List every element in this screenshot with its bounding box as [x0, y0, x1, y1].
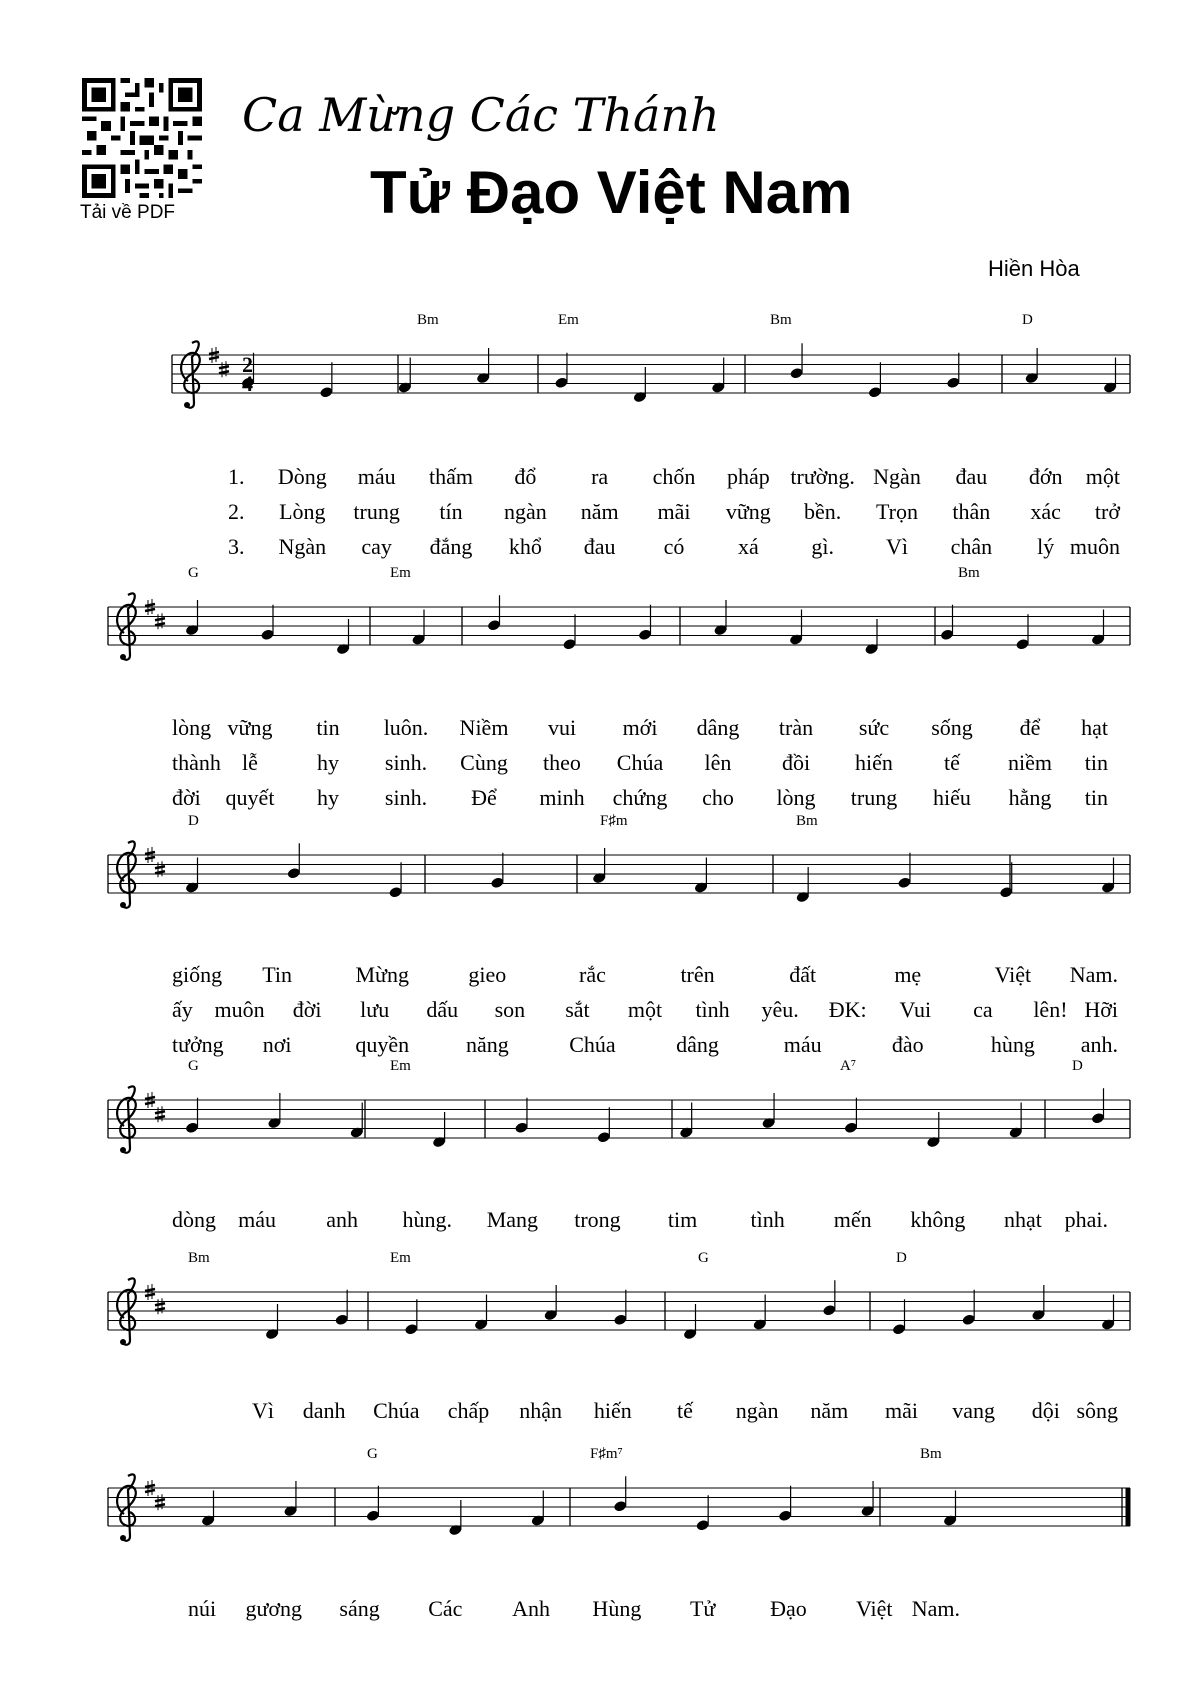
- lyric-syllable: máu: [357, 464, 396, 489]
- chord-symbol: Bm: [770, 312, 792, 328]
- lyric-syllable: ĐK:: [828, 997, 867, 1022]
- lyric-syllable: Dòng: [277, 464, 327, 489]
- staff-system-1: [172, 341, 1130, 408]
- lyric-syllable: yêu.: [761, 997, 799, 1022]
- lyric-syllable: gương: [245, 1596, 303, 1621]
- chord-symbol: Em: [390, 1058, 411, 1074]
- lyric-syllable: một: [1085, 464, 1120, 489]
- lyric-syllable: vững: [725, 499, 771, 524]
- lyric-syllable: hiến: [593, 1398, 632, 1423]
- lyric-syllable: mãi: [885, 1398, 918, 1423]
- lyric-syllable: chân: [950, 534, 993, 559]
- lyric-syllable: theo: [543, 750, 581, 775]
- lyric-syllable: nhận: [519, 1398, 563, 1423]
- lyric-syllable: thân: [952, 499, 991, 524]
- title-line-1: Ca Mừng Các Thánh: [242, 88, 720, 142]
- treble-clef-icon: [117, 593, 136, 660]
- lyric-syllable: tế: [944, 750, 960, 775]
- lyric-syllable: sông: [1076, 1398, 1118, 1423]
- lyric-syllable: năm: [810, 1398, 849, 1423]
- lyric-syllable: trong: [574, 1207, 621, 1232]
- lyric-syllable: Chúa: [569, 1032, 616, 1057]
- treble-clef-icon: [117, 841, 136, 908]
- lyric-syllable: đau: [583, 534, 616, 559]
- lyric-syllable: vang: [952, 1398, 996, 1423]
- chord-symbol: G: [367, 1446, 378, 1462]
- lyric-syllable: có: [663, 534, 685, 559]
- lyric-syllable: Hỡi: [1084, 997, 1118, 1022]
- lyric-syllable: ngàn: [503, 499, 547, 524]
- lyric-syllable: đất: [789, 962, 817, 987]
- lyric-syllable: trên: [680, 962, 715, 987]
- lyric-syllable: chấp: [447, 1398, 490, 1423]
- lyric-syllable: năng: [465, 1032, 509, 1057]
- lyric-syllable: Mang: [486, 1207, 539, 1232]
- lyric-syllable: bền.: [804, 499, 842, 524]
- lyric-syllable: Ngàn: [873, 464, 921, 489]
- chord-symbol: Bm: [417, 312, 439, 328]
- lyric-syllable: hằng: [1008, 785, 1052, 810]
- lyric-syllable: ra: [591, 464, 609, 489]
- lyric-syllable: Việt: [855, 1596, 893, 1621]
- lyric-syllable: gieo: [468, 962, 507, 987]
- lyric-syllable: anh.: [1080, 1032, 1118, 1057]
- lyric-syllable: 3.: [228, 534, 245, 559]
- lyric-syllable: son: [494, 997, 526, 1022]
- lyric-syllable: lưu: [360, 997, 390, 1022]
- lyric-syllable: Tử: [689, 1596, 716, 1621]
- lyric-syllable: nhạt: [1003, 1207, 1042, 1232]
- lyric-syllable: chứng: [612, 785, 668, 810]
- lyric-syllable: núi: [188, 1596, 217, 1621]
- chord-symbol: D: [188, 813, 199, 829]
- chord-symbol: G: [188, 1058, 199, 1074]
- lyric-syllable: lòng: [172, 715, 212, 740]
- lyric-syllable: Mừng: [355, 962, 409, 987]
- lyric-syllable: Vì: [252, 1398, 274, 1423]
- lyric-syllable: một: [627, 997, 663, 1022]
- lyric-syllable: luôn.: [383, 715, 429, 740]
- lyric-syllable: sáng: [339, 1596, 380, 1621]
- lyric-syllable: Nam.: [1069, 962, 1118, 987]
- lyric-syllable: sống: [931, 715, 973, 740]
- lyric-syllable: sức: [858, 715, 890, 740]
- lyric-syllable: thấm: [429, 464, 473, 489]
- lyric-syllable: dâng: [676, 1032, 719, 1057]
- lyric-syllable: hiến: [855, 750, 893, 775]
- lyric-syllable: sinh.: [384, 785, 428, 810]
- lyric-syllable: đau: [955, 464, 988, 489]
- lyric-syllable: anh: [326, 1207, 359, 1232]
- key-sharp-c-icon: [155, 861, 165, 877]
- lyric-syllable: dội: [1031, 1398, 1060, 1423]
- chord-symbol: D: [1022, 312, 1033, 328]
- lyric-syllable: Vì: [886, 534, 908, 559]
- lyric-syllable: ngàn: [735, 1398, 779, 1423]
- staff-system-5: [108, 1278, 1130, 1345]
- time-signature-top: 2: [242, 352, 253, 377]
- lyric-syllable: không: [910, 1207, 966, 1232]
- lyric-syllable: Chúa: [373, 1398, 420, 1423]
- lyric-syllable: máu: [783, 1032, 822, 1057]
- lyric-syllable: Vui: [899, 997, 932, 1022]
- lyric-syllable: lễ: [242, 750, 258, 775]
- lyric-syllable: mãi: [657, 499, 691, 524]
- lyric-syllable: rắc: [579, 962, 606, 987]
- lyric-syllable: vui: [547, 715, 577, 740]
- lyric-syllable: xác: [1030, 499, 1061, 524]
- lyric-syllable: đời: [172, 785, 201, 810]
- lyric-syllable: 2.: [228, 499, 245, 524]
- lyric-syllable: tràn: [778, 715, 814, 740]
- lyric-syllable: dòng: [172, 1207, 216, 1232]
- lyric-syllable: để: [1019, 715, 1041, 740]
- chord-symbol: G: [188, 565, 199, 581]
- lyric-syllable: nơi: [262, 1032, 292, 1057]
- lyric-syllable: tín: [439, 499, 463, 524]
- lyric-syllable: cay: [361, 534, 392, 559]
- chord-symbol: Em: [390, 1250, 411, 1266]
- chord-symbol: Bm: [796, 813, 818, 829]
- lyric-syllable: lý: [1037, 534, 1055, 559]
- key-sharp-c-icon: [155, 1494, 165, 1510]
- lyric-syllable: đổ: [514, 464, 537, 489]
- staff-system-2: [108, 593, 1130, 660]
- composer-name: Hiền Hòa: [988, 256, 1080, 281]
- lyric-syllable: tưởng: [172, 1032, 224, 1057]
- key-sharp-c-icon: [155, 1298, 165, 1314]
- lyric-syllable: lòng: [776, 785, 816, 810]
- lyric-syllable: danh: [302, 1398, 346, 1423]
- lyric-syllable: tin: [1084, 750, 1108, 775]
- lyric-syllable: năm: [580, 499, 619, 524]
- lyric-syllable: niềm: [1008, 750, 1052, 775]
- chord-symbol: Bm: [920, 1446, 942, 1462]
- lyric-syllable: trung: [353, 499, 400, 524]
- lyric-syllable: Chúa: [616, 750, 664, 775]
- chord-symbol: Bm: [188, 1250, 210, 1266]
- lyric-syllable: máu: [238, 1207, 277, 1232]
- lyric-syllable: hy: [317, 785, 339, 810]
- treble-clef-icon: [181, 341, 200, 408]
- lyric-syllable: trường.: [790, 464, 855, 489]
- lyric-syllable: lên: [704, 750, 732, 775]
- treble-clef-icon: [117, 1278, 136, 1345]
- chord-symbol: Em: [558, 312, 579, 328]
- key-sharp-c-icon: [155, 613, 165, 629]
- lyric-syllable: đào: [891, 1032, 924, 1057]
- lyric-syllable: đồi: [781, 750, 811, 775]
- lyric-syllable: Cùng: [460, 750, 508, 775]
- lyric-syllable: gì.: [811, 534, 834, 559]
- lyric-syllable: mới: [622, 715, 658, 740]
- lyric-syllable: tin: [316, 715, 340, 740]
- lyric-syllable: Các: [428, 1596, 463, 1621]
- lyric-syllable: Anh: [512, 1596, 551, 1621]
- lyric-syllable: trung: [850, 785, 898, 810]
- staff-system-3: [108, 841, 1130, 908]
- lyric-syllable: hiếu: [933, 785, 971, 810]
- pdf-download-label[interactable]: Tải về PDF: [80, 202, 176, 223]
- lyric-syllable: sinh.: [384, 750, 428, 775]
- lyric-syllable: quyền: [355, 1032, 410, 1057]
- chord-symbol: Bm: [958, 565, 980, 581]
- lyric-syllable: trở: [1094, 499, 1120, 524]
- chord-symbol: A⁷: [840, 1058, 857, 1074]
- lyric-syllable: cho: [702, 785, 734, 810]
- lyric-syllable: phai.: [1064, 1207, 1108, 1232]
- lyric-syllable: Tin: [262, 962, 292, 987]
- staff-system-4: [108, 1086, 1130, 1153]
- lyric-syllable: hy: [317, 750, 339, 775]
- lyric-syllable: lên!: [1033, 997, 1068, 1022]
- lyric-syllable: Ngàn: [278, 534, 327, 559]
- chord-symbol: D: [896, 1250, 907, 1266]
- chord-symbol: F♯m⁷: [590, 1446, 623, 1462]
- lyric-syllable: muôn: [1069, 534, 1120, 559]
- lyric-syllable: tình: [750, 1207, 785, 1232]
- lyric-syllable: vững: [227, 715, 273, 740]
- lyric-syllable: Việt: [994, 962, 1032, 987]
- lyric-syllable: dâng: [696, 715, 740, 740]
- lyric-syllable: hạt: [1081, 715, 1108, 740]
- lyric-syllable: dấu: [426, 997, 459, 1022]
- lyric-syllable: mẹ: [894, 962, 922, 987]
- lyric-syllable: muôn: [214, 997, 265, 1022]
- lyric-syllable: khổ: [508, 534, 542, 559]
- lyric-syllable: hùng.: [402, 1207, 453, 1232]
- lyric-syllable: Để: [471, 785, 497, 810]
- lyric-syllable: Lòng: [279, 499, 326, 524]
- lyric-syllable: giống: [172, 962, 223, 987]
- lyric-syllable: hùng: [990, 1032, 1035, 1057]
- chord-symbol: D: [1072, 1058, 1083, 1074]
- lyric-syllable: Đạo: [770, 1596, 807, 1621]
- lyric-syllable: 1.: [228, 464, 245, 489]
- lyric-syllable: chốn: [652, 464, 696, 489]
- chord-symbol: F♯m: [600, 813, 628, 829]
- title-line-2: Tử Đạo Việt Nam: [370, 159, 853, 226]
- lyric-syllable: ca: [973, 997, 993, 1022]
- chord-symbol: G: [698, 1250, 709, 1266]
- treble-clef-icon: [117, 1474, 136, 1541]
- lyric-syllable: tin: [1084, 785, 1108, 810]
- lyric-syllable: Trọn: [876, 499, 918, 524]
- lyric-syllable: tế: [677, 1398, 693, 1423]
- key-sharp-c-icon: [155, 1106, 165, 1122]
- lyric-syllable: sắt: [565, 997, 590, 1022]
- lyric-syllable: mến: [833, 1207, 872, 1232]
- lyric-syllable: pháp: [726, 464, 770, 489]
- lyric-syllable: xá: [737, 534, 759, 559]
- lyric-syllable: tình: [695, 997, 730, 1022]
- lyric-syllable: Hùng: [592, 1596, 642, 1621]
- key-sharp-c-icon: [219, 361, 229, 377]
- lyric-syllable: Nam.: [911, 1596, 960, 1621]
- chord-symbol: Em: [390, 565, 411, 581]
- lyric-syllable: đời: [292, 997, 322, 1022]
- lyric-syllable: Niềm: [459, 715, 509, 740]
- lyric-syllable: ấy: [172, 997, 193, 1022]
- lyric-syllable: quyết: [225, 785, 275, 810]
- lyric-syllable: đớn: [1028, 464, 1063, 489]
- lyric-syllable: minh: [539, 785, 585, 810]
- lyric-syllable: tim: [667, 1207, 698, 1232]
- treble-clef-icon: [117, 1086, 136, 1153]
- lyric-syllable: đắng: [429, 534, 473, 559]
- lyric-syllable: thành: [172, 750, 221, 775]
